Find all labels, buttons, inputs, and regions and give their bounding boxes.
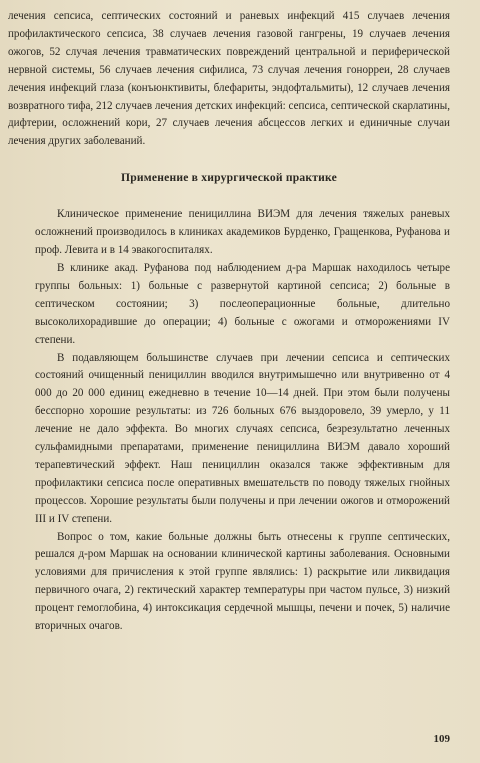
section-body [8,206,450,636]
section-heading: Применение в хирургической практике [121,171,337,185]
intro-paragraph: лечения сепсиса, септических состояний и раневых инфекций 415 случаев лечения профилактического сепсиса, 38 случаев лечения газовой гангрены, 19 случаев лечения ожогов, 52 случая лечения травматических повреждений центральной и периферической нервной системы, 56 случаев лечения сифилиса, 73 случая лечения гонорреи, 28 случаев лечения инфекций глаза (конъюнктивиты, блефариты, эндофтальмиты), 12 случаев лечения возвратного тифа, 212 случаев лечения детских инфекций: сепсиса, септической скарлатины, дифтерии, осложнений кори, 27 случаев лечения абсцессов легких и единичные случаи лечения других заболеваний. [8,10,450,148]
paragraph-2: В клинике акад. Руфанова под наблюдением д-ра Маршак находилось четыре группы больных: 1) больные с развернутой картиной сепсиса; 2) больные в септическом состоянии; 3) послеоперационные больные, длительно высоколихорадившие до операции; 4) больные с ожогами и отморожениями IV степени. [35,261,450,346]
page-number: 109 [433,733,450,745]
paragraph-1: Клиническое применение пенициллина ВИЭМ для лечения тяжелых раневых осложнений производилось в клиниках академиков Бурденко, Гращенкова, Руфанова и проф. Левита и в 14 эвакогоспиталях. [35,208,450,257]
paragraph-4: Вопрос о том, какие больные должны быть отнесены к группе септических, решался д-ром Маршак на основании клинической картины заболевания. Основными условиями для причисления к этой группе являлись: 1) раскрытие или ликвидация первичного очага, 2) гектический характер температуры при частом пульсе, 3) низкий процент гемоглобина, 4) интоксикация сердечной мышцы, печени и почек, 5) наличие вторичных очагов. [35,530,450,633]
paragraph-3: В подавляющем большинстве случаев при лечении сепсиса и септических состояний очищенный пенициллин вводился внутримышечно или внутривенно от 4 000 до 20 000 единиц ежедневно в течение 10—14 дней. При этом были получены бесспорно хорошие результаты: из 726 больных 676 выздоровело, 39 умерло, у 11 лечение не дало эффекта. Во многих случаях сепсиса, безрезультатно леченных сульфамидными препаратами, применение пенициллина ВИЭМ давало хороший терапевтический эффект. Наш пенициллин оказался также эффективным для профилактики сепсиса после оперативных вмешательств по поводу тяжелых гнойных процессов. Хорошие результаты были получены и при лечении ожогов и отморожений III и IV степени. [35,351,450,525]
